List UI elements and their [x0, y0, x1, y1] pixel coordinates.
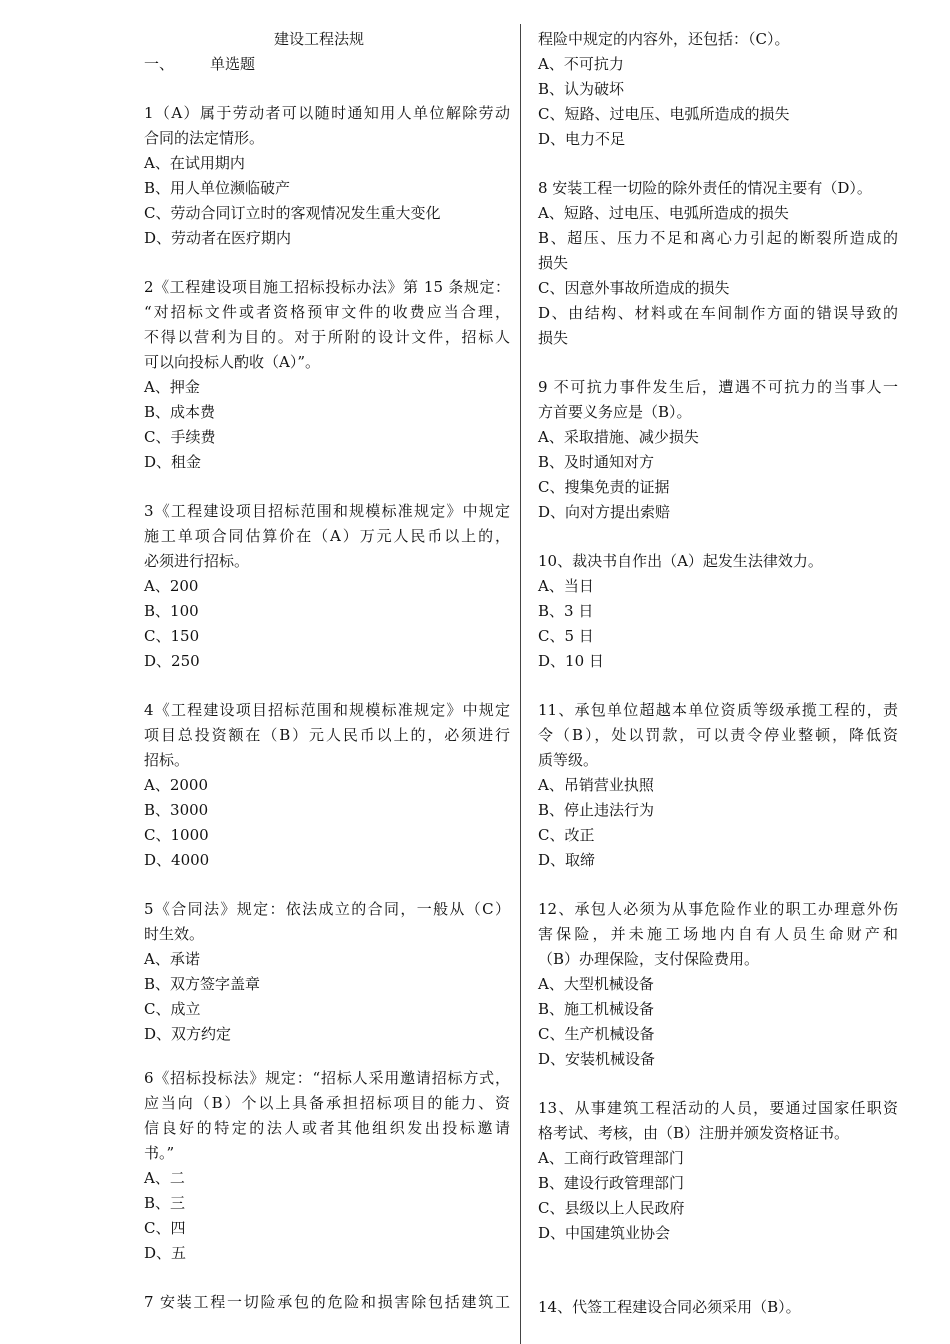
document-title: 建设工程法规 — [274, 30, 365, 48]
option-b: B、3000 — [144, 801, 209, 819]
question-stem-line: 1（A）属于劳动者可以随时通知用人单位解除劳动 — [144, 104, 510, 122]
option-d: D、4000 — [144, 851, 210, 869]
question-stem-line: 6《招标投标法》规定：“招标人采用邀请招标方式， — [144, 1069, 510, 1087]
question-stem-line: （B）办理保险，支付保险费用。 — [538, 950, 760, 968]
option-d: D、向对方提出索赔 — [538, 503, 671, 521]
section-number: 一、 — [144, 55, 175, 73]
option-b-cont: 损失 — [538, 254, 569, 272]
option-c: C、150 — [144, 627, 200, 645]
option-d: D、租金 — [144, 453, 202, 471]
question-stem-line: 8 安装工程一切险的除外责任的情况主要有（D）。 — [538, 179, 872, 197]
option-c: C、5 日 — [538, 627, 594, 645]
question-14-stem-line: 14、代签工程建设合同必须采用（B）。 — [538, 1298, 801, 1316]
question-stem-line: 11、承包单位超越本单位资质等级承揽工程的，责 — [538, 701, 898, 719]
question-stem-line: 信良好的特定的法人或者其他组织发出投标邀请 — [144, 1119, 510, 1137]
option-a: A、承诺 — [144, 950, 200, 968]
option-c: C、因意外事故所造成的损失 — [538, 279, 730, 297]
question-stem-line: 时生效。 — [144, 925, 205, 943]
option-c: C、改正 — [538, 826, 595, 844]
option-c: C、劳动合同订立时的客观情况发生重大变化 — [144, 204, 441, 222]
question-stem-line: 招标。 — [144, 751, 190, 769]
option-b: B、3 日 — [538, 602, 594, 620]
option-d: D、取缔 — [538, 851, 596, 869]
option-d: D、双方约定 — [144, 1025, 232, 1043]
question-stem-line: 9 不可抗力事件发生后，遭遇不可抗力的当事人一 — [538, 378, 898, 396]
option-c: C、手续费 — [144, 428, 216, 446]
option-d: D、10 日 — [538, 652, 604, 670]
question-stem-line: 可以向投标人酌收（A）”。 — [144, 353, 321, 371]
question-stem-line: 不得以营利为目的。对于所附的设计文件，招标人 — [144, 328, 510, 346]
option-c: C、生产机械设备 — [538, 1025, 655, 1043]
question-stem-line: 项目总投资额在（B）元人民币以上的，必须进行 — [144, 726, 510, 744]
option-c: C、1000 — [144, 826, 209, 844]
option-b: B、双方签字盖章 — [144, 975, 261, 993]
option-a: A、大型机械设备 — [538, 975, 654, 993]
option-b: B、施工机械设备 — [538, 1000, 655, 1018]
option-a: A、吊销营业执照 — [538, 776, 654, 794]
option-b: B、及时通知对方 — [538, 453, 655, 471]
question-stem-line: 质等级。 — [538, 751, 599, 769]
option-a: A、2000 — [144, 776, 209, 794]
question-stem-line: 12、承包人必须为从事危险作业的职工办理意外伤 — [538, 900, 898, 918]
column-divider — [520, 24, 521, 1344]
option-b: B、成本费 — [144, 403, 216, 421]
option-b: B、三 — [144, 1194, 186, 1212]
question-7-stem-line: 7 安装工程一切险承包的危险和损害除包括建筑工 — [144, 1293, 510, 1311]
option-d: D、250 — [144, 652, 200, 670]
section-title: 单选题 — [210, 55, 256, 73]
option-a: A、200 — [144, 577, 199, 595]
question-stem-line: “对招标文件或者资格预审文件的收费应当合理， — [144, 303, 510, 321]
question-stem-line: 令（B），处以罚款，可以责令停业整顿，降低资 — [538, 726, 898, 744]
option-d: D、中国建筑业协会 — [538, 1224, 671, 1242]
question-stem-line: 方首要义务应是（B）。 — [538, 403, 692, 421]
option-c: C、县级以上人民政府 — [538, 1199, 685, 1217]
question-stem-line: 10、裁决书自作出（A）起发生法律效力。 — [538, 552, 823, 570]
option-c: C、四 — [144, 1219, 186, 1237]
option-c: C、成立 — [144, 1000, 201, 1018]
question-stem-line: 应当向（B）个以上具备承担招标项目的能力、资 — [144, 1094, 510, 1112]
question-stem-line: 害保险，并未施工场地内自有人员生命财产和 — [538, 925, 898, 943]
question-stem-line: 4《工程建设项目招标范围和规模标准规定》中规定 — [144, 701, 510, 719]
question-stem-line: 书。” — [144, 1144, 175, 1162]
question-stem-line: 5《合同法》规定：依法成立的合同，一般从（C） — [144, 900, 510, 918]
option-b: B、建设行政管理部门 — [538, 1174, 685, 1192]
option-b: B、用人单位濒临破产 — [144, 179, 291, 197]
option-d: D、由结构、材料或在车间制作方面的错误导致的 — [538, 304, 898, 322]
option-b: B、停止违法行为 — [538, 801, 655, 819]
option-a: A、采取措施、减少损失 — [538, 428, 699, 446]
option-a: A、工商行政管理部门 — [538, 1149, 684, 1167]
option-a: A、短路、过电压、电弧所造成的损失 — [538, 204, 789, 222]
question-stem-line: 程险中规定的内容外，还包括：（C）。 — [538, 30, 790, 48]
option-a: A、不可抗力 — [538, 55, 624, 73]
question-stem-line: 13、从事建筑工程活动的人员，要通过国家任职资 — [538, 1099, 898, 1117]
option-d: D、安装机械设备 — [538, 1050, 656, 1068]
option-a: A、二 — [144, 1169, 185, 1187]
question-stem-line: 2《工程建设项目施工招标投标办法》第 15 条规定： — [144, 278, 510, 296]
question-stem-line: 施工单项合同估算价在（A）万元人民币以上的， — [144, 527, 510, 545]
question-stem-line: 3《工程建设项目招标范围和规模标准规定》中规定 — [144, 502, 510, 520]
option-c: C、搜集免责的证据 — [538, 478, 670, 496]
option-b: B、100 — [144, 602, 199, 620]
option-a: A、押金 — [144, 378, 200, 396]
option-b: B、超压、压力不足和离心力引起的断裂所造成的 — [538, 229, 898, 247]
question-stem-line: 必须进行招标。 — [144, 552, 250, 570]
option-d-cont: 损失 — [538, 329, 569, 347]
option-a: A、当日 — [538, 577, 594, 595]
option-a: A、在试用期内 — [144, 154, 245, 172]
option-d: D、劳动者在医疗期内 — [144, 229, 292, 247]
question-stem-line: 格考试、考核，由（B）注册并颁发资格证书。 — [538, 1124, 850, 1142]
question-stem-line: 合同的法定情形。 — [144, 129, 265, 147]
option-b: B、认为破坏 — [538, 80, 625, 98]
option-d: D、五 — [144, 1244, 187, 1262]
option-c: C、短路、过电压、电弧所造成的损失 — [538, 105, 790, 123]
option-d: D、电力不足 — [538, 130, 626, 148]
